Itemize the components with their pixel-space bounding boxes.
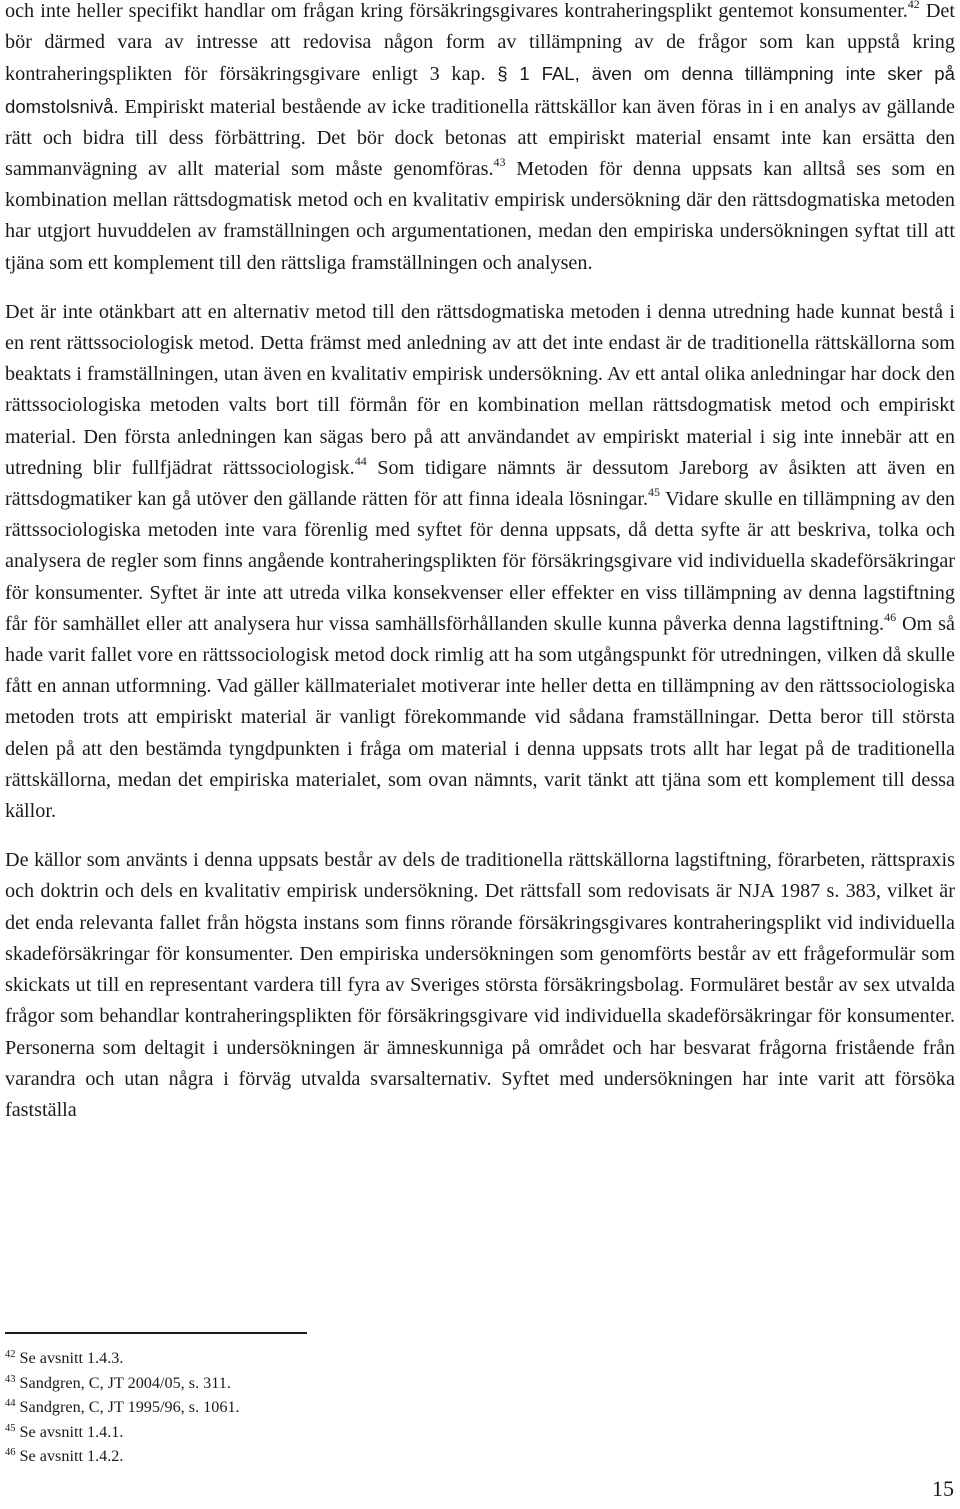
footnote-number: 46 bbox=[5, 1447, 16, 1459]
paragraph-text: Metoden för denna uppsats kan alltså ses som en kombination mellan rättsdogmatisk metod och en kvalitativ empirisk undersökning där den rättsdogmatiska metoden har utgjort huvuddelen av framställningen och argumentationen, medan den empiriska undersökningen syftat till att tjäna som ett komplement till den rättsliga framställningen och analysen. bbox=[5, 158, 955, 274]
paragraph-text: § 1 FAL, även om denna tillämpning inte sker på domstolsnivå. bbox=[5, 63, 955, 117]
footnote-text: Se avsnitt 1.4.1. bbox=[19, 1422, 124, 1441]
footnote-text: Sandgren, C, JT 2004/05, s. 311. bbox=[19, 1373, 231, 1392]
footnote-text: Se avsnitt 1.4.3. bbox=[19, 1349, 124, 1367]
footnote-number: 44 bbox=[5, 1398, 16, 1410]
footnote-reference: 42 bbox=[907, 0, 920, 11]
footnote-number: 43 bbox=[5, 1373, 16, 1385]
body-paragraph bbox=[5, 297, 955, 827]
footnote-divider bbox=[5, 1332, 307, 1334]
footnotes bbox=[5, 1346, 705, 1469]
paragraph-text: Empiriskt material bestående av icke traditionella rättskällor kan även föras in i en analys av gällande rätt och bidra till dess förbättring. Det bör dock betonas att empiriskt material ensamt inte kan ersätta den sammanvägning av allt material som måste genomföras. bbox=[5, 95, 955, 181]
footnote bbox=[5, 1444, 705, 1469]
footnote-text: Se avsnitt 1.4.2. bbox=[19, 1447, 124, 1466]
footnote-reference: 45 bbox=[648, 485, 661, 500]
body-paragraph bbox=[5, 845, 955, 1126]
footnote bbox=[5, 1346, 705, 1371]
paragraph-text: Som tidigare nämnts är dessutom Jareborg av åsikten att även en rättsdogmatiker kan gå utöver den gällande rätten för att finna ideala lösningar. bbox=[5, 456, 956, 511]
paragraph-text: och inte heller specifikt handlar om frågan kring försäkringsgivares kontraheringsplikt gentemot konsumenter. bbox=[5, 0, 908, 22]
body-paragraph bbox=[5, 0, 955, 279]
footnote bbox=[5, 1371, 705, 1396]
paragraph-text: Vidare skulle en tillämpning av den rättssociologiska metoden inte vara förenlig med syftet för denna uppsats, då detta syfte är att beskriva, tolka och analysera de regler som finns angående kontraheringsplikten för försäkringsgivare vid individuella skadeförsäkringar för konsumenter. Syftet är inte att utreda vilka konsekvenser eller effekter en viss tillämpning av denna lagstiftning får för samhället eller att analysera hur vissa samhällsförhållanden skulle kunna påverka denna lagstiftning. bbox=[5, 488, 956, 635]
footnote-reference: 44 bbox=[354, 453, 367, 468]
footnote-reference: 43 bbox=[493, 155, 506, 170]
paragraph-text: Det är inte otänkbart att en alternativ metod till den rättsdogmatiska metoden i denna utredning hade kunnat bestå i en rent rättssociologisk metod. Detta främst med anledning av att det inte endast är de traditionella rättskällorna som beaktats i framställningen, utan även en kvalitativ empirisk undersökning. Av ett antal olika anledningar har dock den rättssociologiska metoden valts bort till förmån för en kombination mellan rättsdogmatisk metod och empiriskt material. Den första anledningen kan sägas bero på att användandet av empiriskt material i sig inte innebär att en utredning blir fullfjädrat rättssociologisk. bbox=[5, 300, 955, 479]
document-page bbox=[5, 0, 955, 1126]
footnote-reference: 46 bbox=[884, 609, 897, 624]
page-number: 15 bbox=[932, 1476, 954, 1501]
footnote bbox=[5, 1395, 705, 1420]
paragraph-text: Om så hade varit fallet vore en rättssociologisk metod dock rimlig att ha som utgångspunkt för utredningen, vilken då skulle fått en annan utformning. Vad gäller källmaterialet motiverar inte heller detta en tillämpning av den rättssociologiska metoden trots att empiriskt material är vanligt förekommande vid sådana framställningar. Detta beror till största delen på att den bestämda tyngdpunkten i fråga om material i denna uppsats trots allt har legat på de traditionella rättskällorna, medan det empiriska materialet, som ovan nämnts, varit tänkt att tjäna som ett komplement till dessa källor. bbox=[5, 612, 955, 823]
footnote-number: 45 bbox=[5, 1422, 16, 1434]
footnote-text: Sandgren, C, JT 1995/96, s. 1061. bbox=[19, 1398, 240, 1417]
footnote bbox=[5, 1420, 705, 1445]
footnote-number: 42 bbox=[5, 1349, 16, 1360]
paragraph-text: De källor som använts i denna uppsats består av dels de traditionella rättskällorna lagstiftning, förarbeten, rättspraxis och doktrin och dels en kvalitativ empirisk undersökning. Det rättsfall som redovisats är NJA 1987 s. 383, vilket är det enda relevanta fallet från högsta instans som finns rörande försäkringsgivares kontraheringsplikt vid individuella skadeförsäkringar för konsumenter. Den empiriska undersökningen som genomförts består av ett frågeformulär som skickats ut till en representant vardera till fyra av Sveriges största försäkringsbolag. Formuläret består av sex utvalda frågor som behandlar kontraheringsplikten för försäkringsgivare vid individuella skadeförsäkringar för konsumenter. Personerna som deltagit i undersökningen är ämneskunniga på området och har besvarat frågorna fristående från varandra och utan några i förväg utvalda svarsalternativ. Syftet med undersökningen har inte varit att försöka fastställa bbox=[5, 849, 955, 1121]
paragraph-text: Det bör därmed vara av intresse att redovisa någon form av tillämpning av de frågor som kan uppstå kring kontraheringsplikten för försäkringsgivare enligt 3 kap. bbox=[5, 0, 955, 86]
